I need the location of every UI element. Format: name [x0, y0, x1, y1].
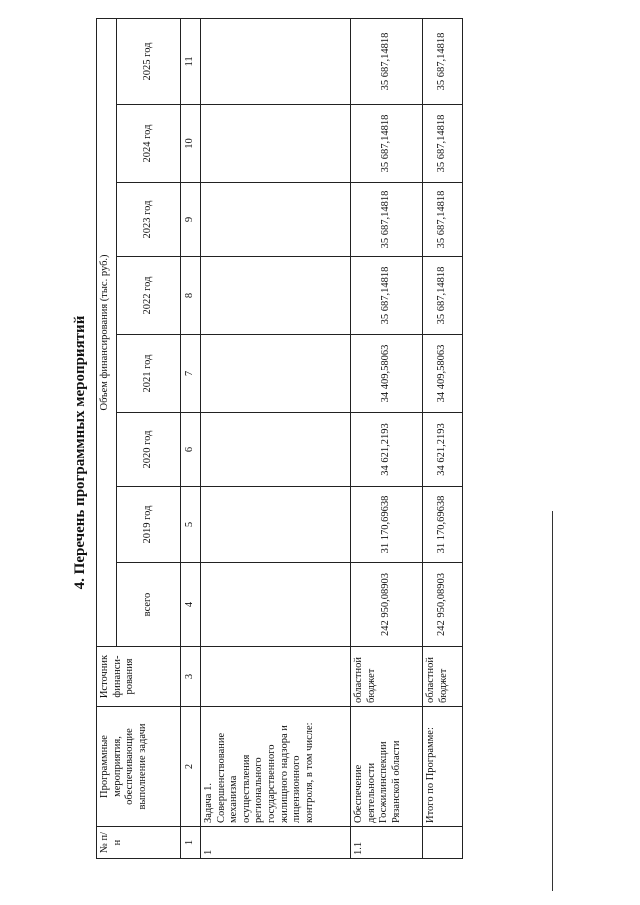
row-value-2019: 31 170,69638	[423, 487, 463, 563]
col-number: 4	[181, 563, 201, 647]
row-value-total	[201, 563, 351, 647]
row-num: 1.1	[351, 827, 423, 859]
row-value-2021	[201, 335, 351, 413]
row-value-2023: 35 687,14818	[351, 183, 423, 257]
header-year-2024: 2024 год	[117, 105, 181, 183]
header-year-2023: 2023 год	[117, 183, 181, 257]
row-value-2023	[201, 183, 351, 257]
column-number-row	[181, 18, 201, 858]
header-volume: Объем финансирования (тыс. руб.)	[97, 18, 117, 646]
table-row-1-1	[351, 18, 423, 858]
header-year-2021: 2021 год	[117, 335, 181, 413]
row-value-2021: 34 409,58063	[423, 335, 463, 413]
row-value-2022: 35 687,14818	[351, 257, 423, 335]
row-value-2021: 34 409,58063	[351, 335, 423, 413]
header-year-2020: 2020 год	[117, 413, 181, 487]
row-value-2024	[201, 105, 351, 183]
col-number: 11	[181, 18, 201, 104]
row-value-total: 242 950,08903	[423, 563, 463, 647]
col-number: 3	[181, 647, 201, 707]
program-measures-table	[96, 18, 463, 859]
col-number: 8	[181, 257, 201, 335]
row-source	[201, 647, 351, 707]
page-title: 4. Перечень программных мероприятий	[72, 315, 88, 590]
row-value-2025: 35 687,14818	[423, 18, 463, 104]
row-source: областной бюджет	[423, 647, 463, 707]
row-source: областной бюджет	[351, 647, 423, 707]
row-measure: Обеспечение деятельности Госжилинспекции Рязанской области	[351, 707, 423, 827]
row-num: 1	[201, 827, 351, 859]
row-value-2020: 34 621,2193	[423, 413, 463, 487]
row-value-2024: 35 687,14818	[351, 105, 423, 183]
row-value-2020: 34 621,2193	[351, 413, 423, 487]
row-measure: Итого по Программе:	[423, 707, 463, 827]
col-number: 6	[181, 413, 201, 487]
col-number: 1	[181, 827, 201, 859]
col-number: 5	[181, 487, 201, 563]
col-number: 10	[181, 105, 201, 183]
col-number: 9	[181, 183, 201, 257]
row-num	[423, 827, 463, 859]
header-year-2025: 2025 год	[117, 18, 181, 104]
table-row-task-1	[201, 18, 351, 858]
header-total: всего	[117, 563, 181, 647]
row-measure: Задача 1. Совершенствование механизма осуществления регионального государственного жилищного надзора и лицензионного контроля, в том числе:	[201, 707, 351, 827]
header-row	[97, 18, 117, 858]
header-year-2022: 2022 год	[117, 257, 181, 335]
row-value-2023: 35 687,14818	[423, 183, 463, 257]
row-value-2019: 31 170,69638	[351, 487, 423, 563]
col-number: 7	[181, 335, 201, 413]
table-row-total	[423, 18, 463, 858]
header-measures: Программные мероприятия, обеспечивающие выполнение задачи	[97, 707, 181, 827]
footnote-divider	[552, 511, 553, 891]
row-value-2024: 35 687,14818	[423, 105, 463, 183]
row-value-total: 242 950,08903	[351, 563, 423, 647]
header-num: № п/н	[97, 827, 181, 859]
row-value-2019	[201, 487, 351, 563]
row-value-2020	[201, 413, 351, 487]
header-source: Источник финанси-рования	[97, 647, 181, 707]
header-year-2019: 2019 год	[117, 487, 181, 563]
row-value-2022: 35 687,14818	[423, 257, 463, 335]
row-value-2025	[201, 18, 351, 104]
row-value-2022	[201, 257, 351, 335]
col-number: 2	[181, 707, 201, 827]
row-value-2025: 35 687,14818	[351, 18, 423, 104]
